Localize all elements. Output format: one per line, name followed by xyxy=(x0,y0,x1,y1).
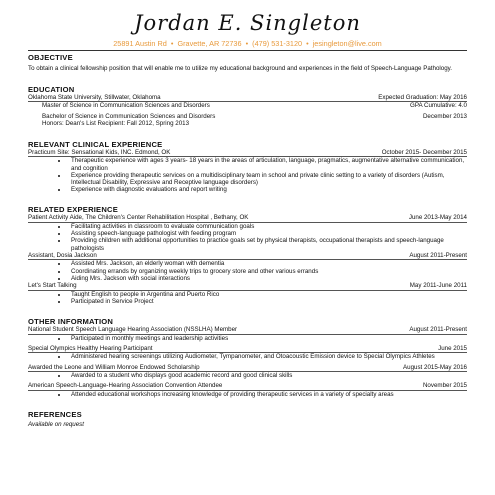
job-bullets xyxy=(28,291,467,305)
list-item: • Assisted Mrs. Jackson, an elderly woman with dementia xyxy=(68,260,467,267)
degree-row xyxy=(28,113,467,121)
list-item: • Participated in monthly meetings and leadership activities xyxy=(68,335,467,342)
clinical-site-row xyxy=(28,149,467,158)
other-row xyxy=(28,382,467,391)
other-date: August 2015-May 2016 xyxy=(403,363,467,371)
objective-text: To obtain a clinical fellowship position that will enable me to utilize my educational background and experiences in the field of Speech-Language Pathology. xyxy=(28,65,452,72)
clinical-title: RELEVANT CLINICAL EXPERIENCE xyxy=(28,139,163,149)
job-bullets xyxy=(28,260,467,282)
other-label: American Speech-Language-Hearing Association Convention Attendee xyxy=(28,382,223,390)
list-item: • Taught English to people in Argentina and Puerto Rico xyxy=(68,291,467,298)
job-row xyxy=(28,252,467,261)
list-item: • Facilitating activities in classroom to evaluate communication goals xyxy=(68,223,467,230)
related-title: RELATED EXPERIENCE xyxy=(28,205,118,215)
references-title: REFERENCES xyxy=(28,410,82,420)
list-item: • Attended educational workshops increasing knowledge of providing therapeutic services in a variety of specialty areas xyxy=(68,391,467,398)
list-item: • Coordinating errands by organizing weekly trips to grocery store and other various errands xyxy=(68,268,467,275)
bachelors-date: December 2013 xyxy=(422,112,467,120)
list-item: • Therapeutic experience with ages 3 years- 18 years in the areas of articulation, language, pragmatics, augmentative alternative communication, and cognition xyxy=(68,157,467,171)
school-name: Oklahoma State University, Stillwater, Oklahoma xyxy=(28,93,161,101)
list-item: • Assisting speech-language pathologist with feeding program xyxy=(68,230,467,237)
education-title: EDUCATION xyxy=(28,84,75,94)
list-item: • Providing children with additional opportunities to practice goals set by physical therapists, occupational therapists and speech-language pathologists xyxy=(68,237,467,251)
list-item: • Awarded to a student who displays good academic record and good clinical skills xyxy=(68,372,467,379)
objective-title: OBJECTIVE xyxy=(28,53,73,62)
graduation-date: Expected Graduation: May 2016 xyxy=(378,93,467,101)
degree-masters: Master of Science in Communication Sciences and Disorders xyxy=(42,102,210,110)
separator: • xyxy=(245,39,249,48)
other-bullets xyxy=(28,335,467,342)
other-row xyxy=(28,345,467,354)
clinical-site: Practicum Site: Sensational Kids, INC. Edmond, OK xyxy=(28,148,171,156)
address: 25891 Austin Rd xyxy=(113,39,167,48)
job-row xyxy=(28,214,467,223)
job-bullets xyxy=(28,223,467,252)
email: jesingleton@live.com xyxy=(312,39,382,48)
job-row xyxy=(28,282,467,291)
header-divider xyxy=(28,50,467,51)
contact-line xyxy=(28,38,467,49)
separator: • xyxy=(170,39,174,48)
other-bullets xyxy=(28,391,467,398)
other-bullets xyxy=(28,372,467,379)
other-title: OTHER INFORMATION xyxy=(28,317,114,327)
phone: (479) 531-3120 xyxy=(252,39,303,48)
clinical-bullets xyxy=(28,157,467,193)
other-date: June 2015 xyxy=(438,344,467,352)
education-school-row xyxy=(28,94,467,103)
degree-row xyxy=(28,102,467,110)
job-date: June 2013-May 2014 xyxy=(408,214,467,222)
other-label: Awarded the Leone and William Monroe Endowed Scholarship xyxy=(28,363,200,371)
job-role: Assistant, Dosia Jackson xyxy=(28,251,97,259)
other-label: National Student Speech Language Hearing Association (NSSLHA) Member xyxy=(28,326,238,334)
other-bullets xyxy=(28,353,467,360)
gpa: GPA Cumulative: 4.0 xyxy=(410,102,467,110)
city: Gravette, AR 72736 xyxy=(177,39,242,48)
other-label: Special Olympics Healthy Hearing Participant xyxy=(28,344,153,352)
honors: Honors: Dean's List Recipient: Fall 2012, Spring 2013 xyxy=(42,120,190,128)
resume-name: Jordan E. Singleton xyxy=(134,11,361,35)
degree-bachelors: Bachelor of Science in Communication Sciences and Disorders xyxy=(42,112,216,120)
honors-row xyxy=(28,120,467,128)
list-item: • Administered hearing screenings utilizing Audiometer, Tympanometer, and Otoacoustic Emission device to Special Olympics Athletes xyxy=(68,353,467,360)
clinical-date: October 2015- December 2015 xyxy=(381,148,467,156)
job-date: August 2011-Present xyxy=(409,251,467,259)
separator: • xyxy=(306,39,309,48)
other-date: August 2011-Present xyxy=(409,326,467,334)
other-date: November 2015 xyxy=(422,382,467,390)
list-item: • Experience with diagnostic evaluations and report writing xyxy=(68,186,467,193)
job-date: May 2011-June 2011 xyxy=(409,282,467,290)
list-item: • Aiding Mrs. Jackson with social interactions xyxy=(68,275,467,282)
references-text: Available on request xyxy=(28,421,84,429)
other-row xyxy=(28,364,467,373)
job-role: Patient Activity Aide, The Children's Center Rehabilitation Hospital , Bethany, OK xyxy=(28,214,249,222)
job-role: Let's Start Talking xyxy=(28,282,77,290)
list-item: • Participated in Service Project xyxy=(68,298,467,305)
other-row xyxy=(28,326,467,335)
list-item: • Experience providing therapeutic services on a multidisciplinary team in school and private clinic setting to a variety of disorders (Autism, Intellectual Disability, Expressive and Receptive language disorders) xyxy=(68,172,467,186)
